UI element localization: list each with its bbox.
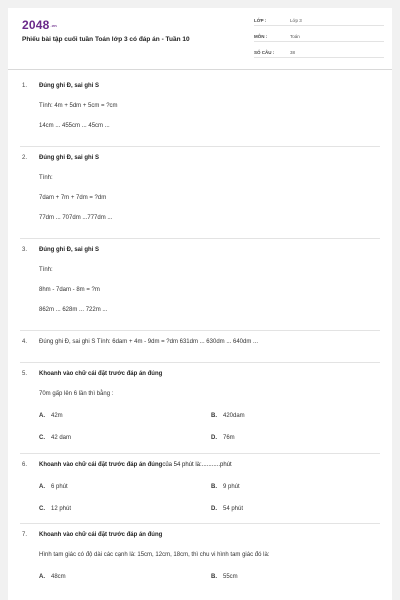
- divider: [20, 330, 380, 331]
- divider: [20, 362, 380, 363]
- option-a[interactable]: A. 42m: [39, 413, 63, 419]
- question-heading: Đúng ghi Đ, sai ghi S: [39, 247, 99, 253]
- question-heading: Khoanh vào chữ cái đặt trước đáp án đúng: [39, 371, 163, 377]
- site-logo[interactable]: 2048.vn: [22, 18, 57, 32]
- option-b[interactable]: B. 9 phút: [211, 484, 240, 490]
- option-b[interactable]: B. 55cm: [211, 574, 238, 580]
- option-a[interactable]: A. 48cm: [39, 574, 66, 580]
- option-c[interactable]: C. 42 dam: [39, 435, 72, 441]
- option-d[interactable]: D. 54 phút: [211, 506, 244, 512]
- meta-question-count: SỐ CÂU : 38: [254, 48, 384, 58]
- divider: [20, 146, 380, 147]
- divider: [20, 238, 380, 239]
- option-a[interactable]: A. 6 phút: [39, 484, 68, 490]
- meta-grade: LỚP : Lớp 3: [254, 16, 384, 26]
- question-heading: Đúng ghi Đ, sai ghi S: [39, 83, 99, 89]
- divider: [20, 453, 380, 454]
- question-heading: Khoanh vào chữ cái đặt trước đáp án đúng: [39, 532, 163, 538]
- divider: [20, 523, 380, 524]
- option-d[interactable]: D. 76m: [211, 435, 235, 441]
- question-heading: Khoanh vào chữ cái đặt trước đáp án đúngcủa 54 phút là:...........phút: [39, 462, 232, 468]
- meta-subject: MÔN : Toán: [254, 32, 384, 42]
- question-heading: Đúng ghi Đ, sai ghi S: [39, 155, 99, 161]
- option-c[interactable]: C. 12 phút: [39, 506, 72, 512]
- page-title: Phiếu bài tập cuối tuần Toán lớp 3 có đáp án - Tuần 10: [22, 36, 190, 43]
- worksheet-page: 2048.vn Phiếu bài tập cuối tuần Toán lớp 3 có đáp án - Tuần 10 LỚP : Lớp 3 MÔN : Toán SỐ CÂU : 38 1. Đúng ghi Đ, sai ghi S Tính: 4m + 5dm + 5cm = ?cm 14cm ... 455cm ... 45cm ... 2. Đúng ghi Đ, sai ghi S Tính: 7dam + 7m + 7dm = ?dm 77dm ... 707dm ...777dm ... 3. Đúng ghi Đ, sai ghi S Tính: 8hm - 7dam - 8m = ?m 862m ... 628m ... 722m ... 4. Đúng ghi Đ, sai ghi S Tính: 6dam + 4m - 9dm = ?dm 631dm ... 630dm ... 640dm ... 5. Khoanh vào chữ cái đặt trước đáp án đúng 70m gấp lên 6 lần thì bằng : A. 42m B. 420dam C. 42 dam D. 76m 6. Khoanh vào chữ cái đặt trước đáp án đúngcủa 54 phút là:...........phút A. 6 phút B. 9 phút C. 12 phút D. 54 phút 7. Khoanh vào chữ cái đặt trước đáp án đúng Hình tam giác có độ dài các cạnh là: 15cm, 12cm, 18cm, thì chu vi hình tam giác đó là: A. 48cm B. 55cm: [8, 8, 392, 600]
- worksheet-header: [8, 8, 392, 70]
- option-b[interactable]: B. 420dam: [211, 413, 245, 419]
